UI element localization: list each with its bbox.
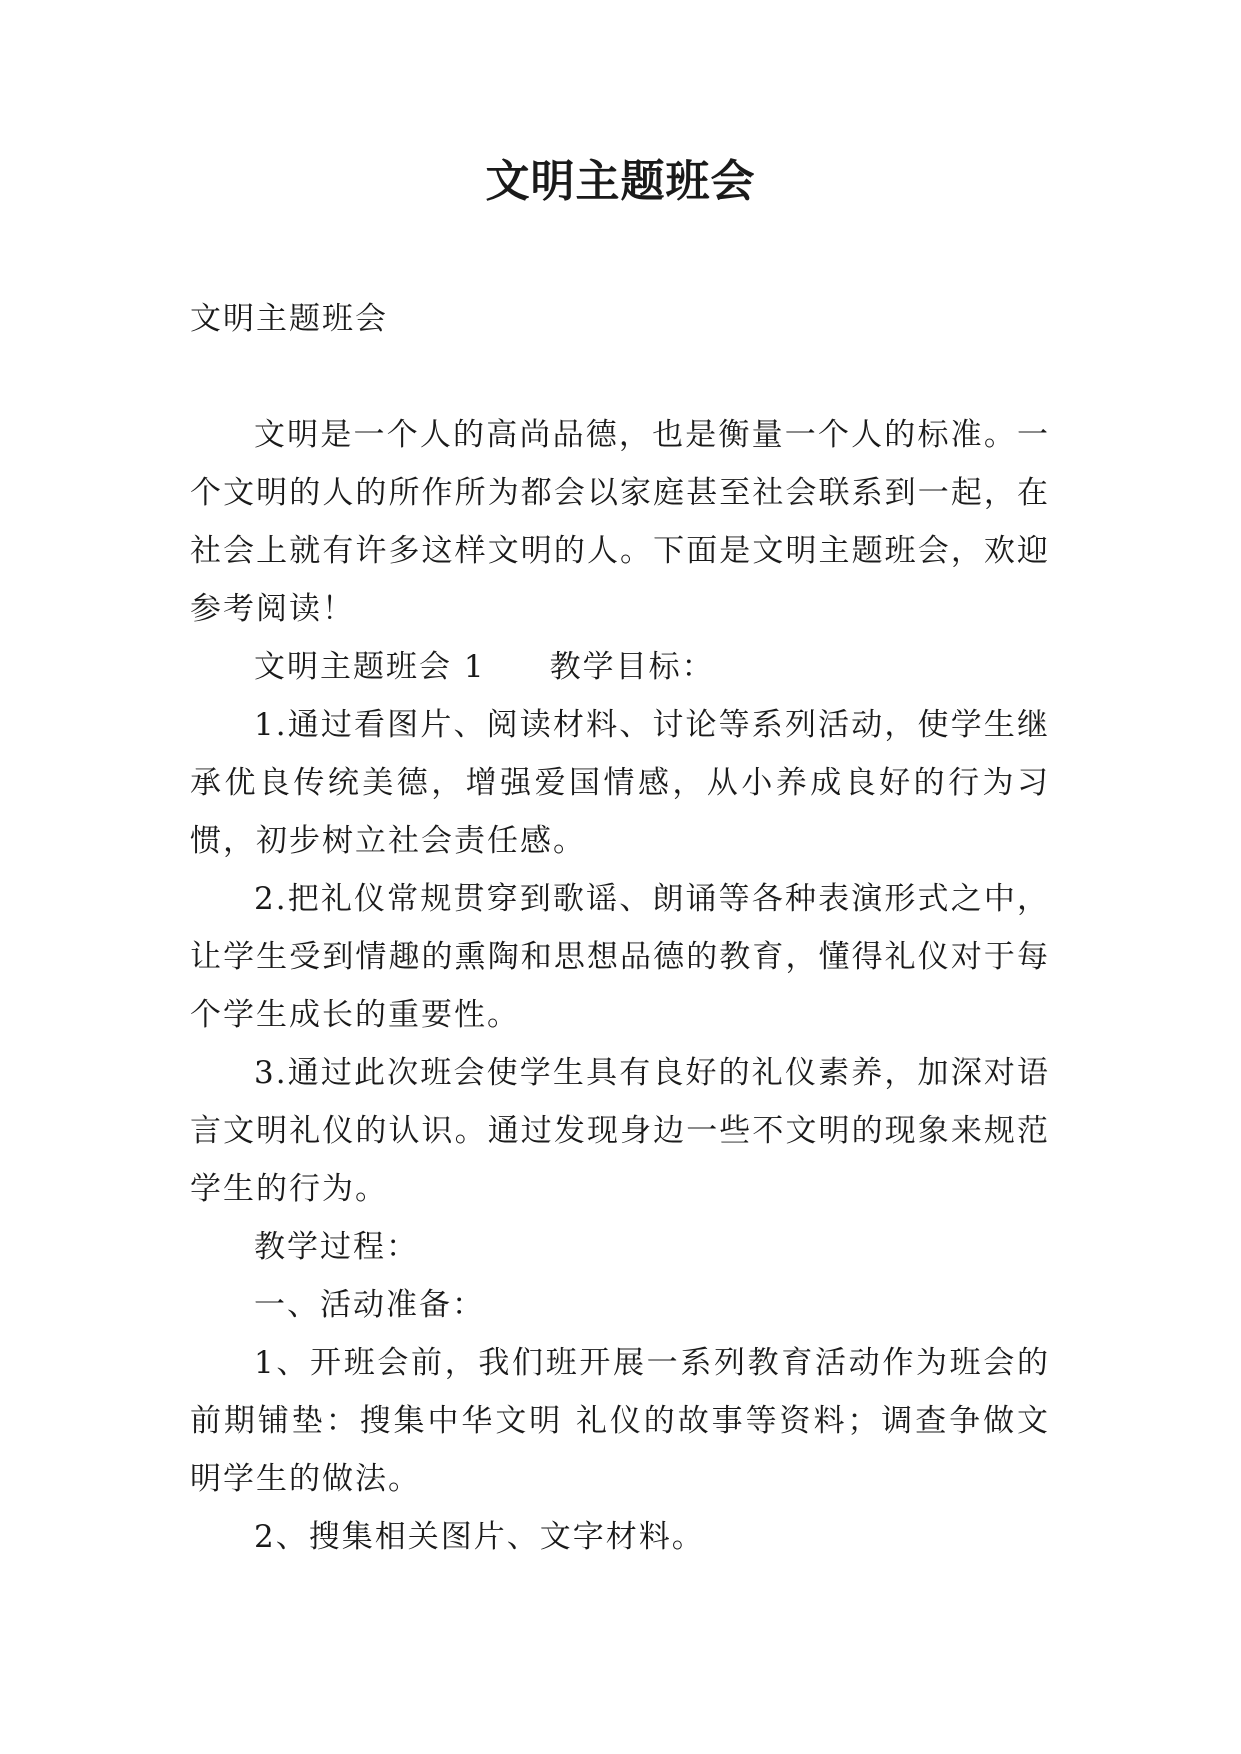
objective-item: 1.通过看图片、阅读材料、讨论等系列活动，使学生继承优良传统美德，增强爱国情感，从小养成良好的行为习惯，初步树立社会责任感。: [190, 707, 1050, 859]
intro-paragraph: 文明是一个人的高尚品德，也是衡量一个人的标准。一个文明的人的所作所为都会以家庭甚至社会联系到一起，在社会上就有许多这样文明的人。下面是文明主题班会，欢迎参考阅读！: [190, 417, 1050, 627]
document-title: 文明主题班会: [485, 156, 756, 207]
prep-heading: 一、活动准备：: [254, 1287, 485, 1323]
prep-item: 2、搜集相关图片、文字材料。: [254, 1519, 705, 1555]
objective-item: 3.通过此次班会使学生具有良好的礼仪素养，加深对语言文明礼仪的认识。通过发现身边一些不文明的现象来规范学生的行为。: [190, 1055, 1050, 1207]
section-heading-line: [190, 638, 1050, 696]
process-label: 教学过程：: [254, 1229, 419, 1265]
objective-item: 2.把礼仪常规贯穿到歌谣、朗诵等各种表演形式之中，让学生受到情趣的熏陶和思想品德的教育，懂得礼仪对于每个学生成长的重要性。: [190, 881, 1050, 1033]
document-subtitle: 文明主题班会: [190, 301, 388, 337]
document-body: [190, 290, 1050, 1566]
objectives-label: 教学目标：: [549, 649, 715, 685]
section-heading: 文明主题班会 1: [254, 649, 486, 685]
prep-item: 1、开班会前，我们班开展一系列教育活动作为班会的前期铺垫：搜集中华文明 礼仪的故事等资料；调查争做文明学生的做法。: [190, 1345, 1050, 1497]
